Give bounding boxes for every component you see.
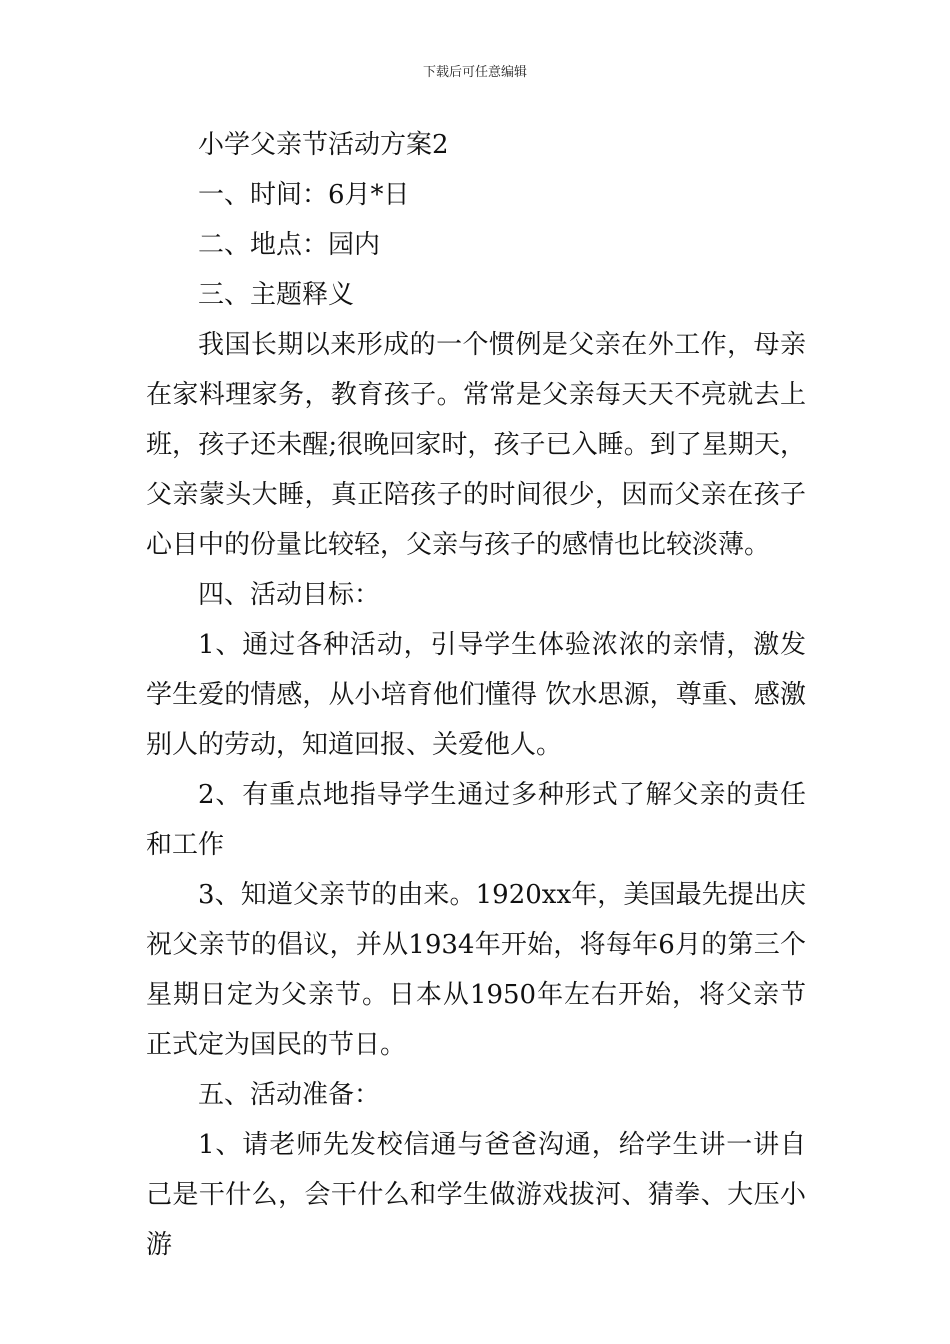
section-goals-heading: 四、活动目标： (198, 580, 381, 610)
document-title: 小学父亲节活动方案2 (198, 130, 449, 160)
theme-paragraph: 我国长期以来形成的一个惯例是父亲在外工作，母亲在家料理家务，教育孩子。常常是父亲每天天不亮就去上班，孩子还未醒;很晚回家时，孩子已入睡。到了星期天，父亲蒙头大睡，真正陪孩子的时间很少，因而父亲在孩子心目中的份量比较轻，父亲与孩子的感情也比较淡薄。 (146, 330, 806, 560)
prep-item-1: 1、请老师先发校信通与爸爸沟通，给学生讲一讲自己是干什么，会干什么和学生做游戏拔河、猜拳、大压小游 (146, 1130, 806, 1260)
goal-item-1: 1、通过各种活动，引导学生体验浓浓的亲情，激发学生爱的情感，从小培育他们懂得 饮水思源，尊重、感激别人的劳动，知道回报、关爱他人。 (146, 630, 806, 760)
goal-item-2: 2、有重点地指导学生通过多种形式了解父亲的责任和工作 (146, 780, 806, 860)
section-prep-heading: 五、活动准备： (198, 1080, 381, 1110)
section-place: 二、地点：园内 (198, 230, 381, 260)
section-theme-heading: 三、主题释义 (198, 280, 355, 310)
goal-item-3: 3、知道父亲节的由来。1920xx年，美国最先提出庆祝父亲节的倡议，并从1934年开始，将每年6月的第三个星期日定为父亲节。日本从1950年左右开始，将父亲节正式定为国民的节日。 (146, 880, 806, 1060)
header-note: 下载后可任意编辑 (422, 65, 527, 80)
section-time: 一、时间：6月*日 (198, 180, 410, 210)
document-body (146, 120, 806, 1270)
